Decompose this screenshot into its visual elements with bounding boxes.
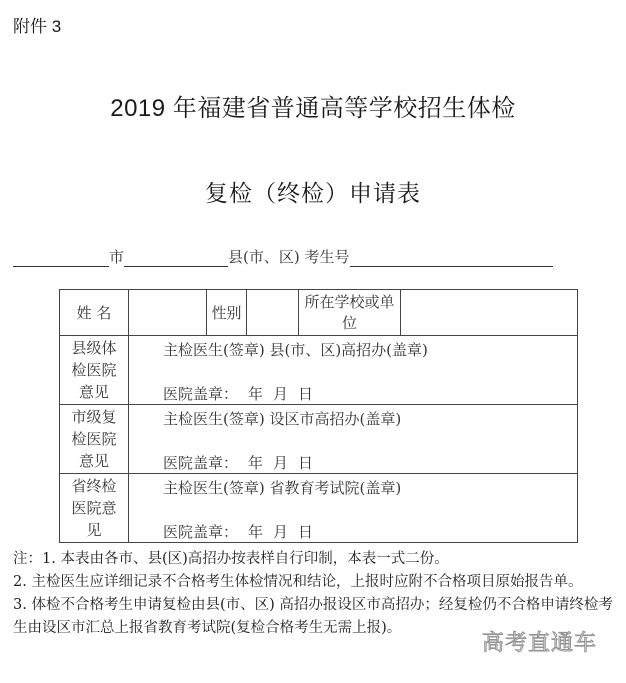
exam-number-blank[interactable] [350,250,553,267]
province-opinion-label: 省终检 医院意 见 [60,474,129,543]
document-subtitle: 复检（终检）申请表 [205,180,421,206]
signature-line: 主检医生(签章) 设区市高招办(盖章) [163,410,402,428]
name-label: 姓 名 [60,290,129,336]
city-opinion-row [60,405,578,474]
hospital-seal-date-line: 医院盖章： 年 月 日 [163,385,314,403]
gender-label: 性别 [207,290,247,336]
note-2: 2. 主检医生应详细记录不合格考生体检情况和结论，上报时应附不合格项目原始报告单。 [13,574,583,590]
province-opinion-field[interactable] [129,474,578,543]
city-blank[interactable] [13,250,109,267]
signature-line: 主检医生(签章) 县(市、区)高招办(盖章) [163,341,428,359]
name-field[interactable] [129,290,207,336]
gender-field[interactable] [247,290,299,336]
hospital-seal-date-line: 医院盖章： 年 月 日 [163,454,314,472]
county-exam-number-label: 县(市、区) 考生号 [228,248,350,266]
note-1: 注：1. 本表由各市、县(区)高招办按表样自行印制，本表一式二份。 [13,551,449,567]
county-blank[interactable] [124,250,228,267]
city-opinion-label: 市级复 检医院 意见 [60,405,129,474]
county-opinion-row [60,336,578,405]
note-3: 3. 体检不合格考生申请复检由县(市、区) 高招办报设区市高招办；经复检仍不合格申请终检考生由设区市汇总上报省教育考试院(复检合格考生无需上报)。 [13,597,613,636]
school-field[interactable] [401,290,578,336]
applicant-info-line [13,246,553,267]
attachment-label: 附件 3 [13,17,62,36]
city-opinion-field[interactable] [129,405,578,474]
signature-line: 主检医生(签章) 省教育考试院(盖章) [163,479,402,497]
school-label: 所在学校或单位 [299,290,401,336]
city-label: 市 [109,248,125,266]
hospital-seal-date-line: 医院盖章： 年 月 日 [163,523,314,541]
county-opinion-field[interactable] [129,336,578,405]
province-opinion-row [60,474,578,543]
county-opinion-label: 县级体 检医院 意见 [60,336,129,405]
document-title: 2019 年福建省普通高等学校招生体检 [110,95,516,122]
application-form-table [59,289,578,543]
basic-info-row [60,290,578,336]
watermark: 高考直通车 [482,631,598,656]
